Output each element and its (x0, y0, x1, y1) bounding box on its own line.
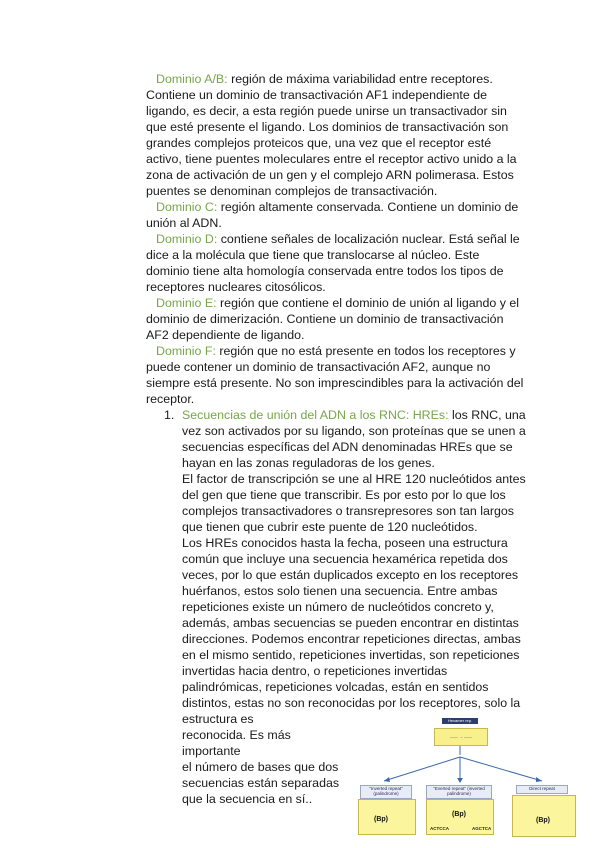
mid-bp-label: (Bp) (452, 811, 466, 818)
hres-text-3: Los HREs conocidos hasta la fecha, poseen una estructura común que incluye una secuencia hexamérica repetida dos veces, por lo que están duplicados excepto en los receptores huérfanos, estos solo tienen una secuencia. Entre ambas repeticiones existe un número de nucleótidos concreto y, además, ambas secuencias se pueden encontrar en distintas direcciones. Podemos encontrar repeticiones directas, ambas en el mismo sentido, repeticiones invertidas, son repeticiones invertidas hacia dentro, o repeticiones invertidas palindrómicas, repeticiones volcadas, están en sentidos distintos, estas no son reconocidas por los receptores, solo la estructura es (182, 536, 521, 726)
dominio-d-label: Dominio D: (156, 232, 218, 246)
hre-diagram (356, 715, 586, 843)
left-bp-label: (Bp) (374, 816, 388, 823)
dominio-f-text: región que no está presente en todos los receptores y puede contener un dominio de transactivación AF2, aunque no siempre está presente. No son imprescindibles para la activación del receptor. (146, 344, 524, 406)
dominio-c-label: Dominio C: (156, 200, 218, 214)
left-title: "Inverted repeat" (palindrome) (360, 785, 412, 799)
hres-label: Secuencias de unión del ADN a los RNC: HREs: (182, 408, 449, 422)
right-sequence-box (512, 795, 576, 837)
hres-intro (182, 407, 526, 471)
mid-seq-a: ACTCCA (430, 826, 449, 831)
hres-line-3: secuencias están separadas (182, 776, 340, 790)
mid-seq-b: AGCTCA (472, 826, 492, 831)
dominio-f-label: Dominio F: (156, 344, 216, 358)
hres-text-2: El factor de transcripción se une al HRE 120 nucleótidos antes del gen que tiene que transcribir. Es por esto por lo que los complejos transactivadores o transrepresores son tan largos que tienen que cubrir este puente de 120 nucleótidos. (182, 472, 526, 534)
hexamer-box: —— → —— (434, 728, 488, 746)
hres-line-1: reconocida. Es más importante (182, 728, 291, 758)
paragraph-dominio-f (146, 343, 526, 407)
hres-line-2: el número de bases que dos (182, 760, 339, 774)
dominio-e-text: región que contiene el dominio de unión al ligando y el dominio de dimerización. Contiene un dominio de transactivación AF2 dependiente de ligando. (146, 296, 520, 342)
dominio-d-text: contiene señales de localización nuclear. Está señal le dice a la molécula que tiene que translocarse al núcleo. Este dominio tiene alta homología conservada entre todos los tipos de receptores nucleares citosólicos. (146, 232, 520, 294)
hres-text-4 (182, 727, 352, 807)
paragraph-dominio-d (146, 231, 526, 295)
hres-line-4: que la secuencia en sí.. (182, 792, 313, 806)
document-body (146, 71, 526, 807)
paragraph-dominio-e (146, 295, 526, 343)
right-title: Direct repeat (516, 785, 568, 794)
dominio-e-label: Dominio E: (156, 296, 217, 310)
dominio-c-text: región altamente conservada. Contiene un dominio de unión al ADN. (146, 200, 519, 230)
paragraph-dominio-ab (146, 71, 526, 199)
hres-text-1: los RNC, una vez son activados por su ligando, son proteínas que se unen a secuencias específicas del ADN denominadas HREs que se hayan en las zonas reguladoras de los genes. (182, 408, 526, 470)
list-number: 1. (164, 408, 175, 422)
hexamer-label: Hexamer rep. (442, 718, 478, 724)
dominio-ab-text: región de máxima variabilidad entre receptores. Contiene un dominio de transactivación AF1 independiente de ligando, es decir, a esta región puede unirse un transactivador sin que esté presente el ligando. Los dominios de transactivación son grandes complejos proteicos que, una vez que el receptor esté activo, tiene puentes moleculares entre el receptor activo unido a la zona de activación de un gen y el complejo ARN polimerasa. Estos puentes se denominan complejos de transactivación. (146, 72, 517, 198)
dominio-ab-label: Dominio A/B: (156, 72, 228, 86)
paragraph-dominio-c (146, 199, 526, 231)
right-bp-label: (Bp) (536, 817, 550, 824)
mid-title: "Everted repeat" (inverted palindrome) (426, 785, 492, 799)
